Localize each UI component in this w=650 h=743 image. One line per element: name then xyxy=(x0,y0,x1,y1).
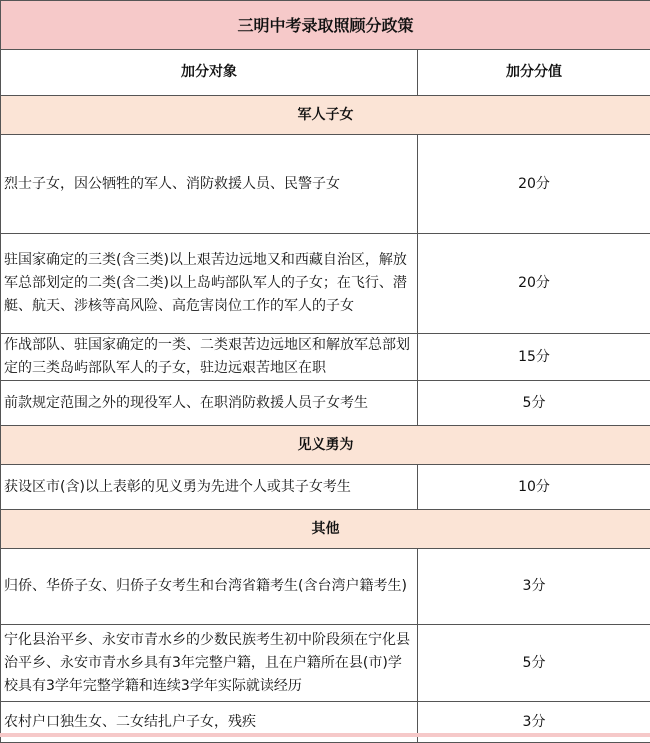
table-row xyxy=(1,234,650,334)
row-target: 前款规定范围之外的现役军人、在职消防救援人员子女考生 xyxy=(1,381,418,426)
title-row xyxy=(1,1,650,50)
section-row xyxy=(1,510,650,549)
row-points: 3分 xyxy=(418,549,650,625)
row-points: 10分 xyxy=(418,465,650,510)
header-row xyxy=(1,50,650,96)
table-row xyxy=(1,465,650,510)
header-target: 加分对象 xyxy=(1,50,418,96)
table-row xyxy=(1,625,650,702)
row-points: 20分 xyxy=(418,135,650,234)
row-points: 5分 xyxy=(418,381,650,426)
bottom-strip xyxy=(0,733,650,737)
section-row xyxy=(1,426,650,465)
row-points: 3分 xyxy=(418,702,650,743)
header-points: 加分分值 xyxy=(418,50,650,96)
table-row xyxy=(1,381,650,426)
section-title-bravery: 见义勇为 xyxy=(1,426,650,465)
row-target: 农村户口独生女、二女结扎户子女，残疾 xyxy=(1,702,418,743)
section-title-other: 其他 xyxy=(1,510,650,549)
table-title: 三明中考录取照顾分政策 xyxy=(1,1,650,50)
row-target: 驻国家确定的三类(含三类)以上艰苦边远地又和西藏自治区，解放军总部划定的二类(含二类)以上岛屿部队军人的子女；在飞行、潜艇、航天、涉核等高风险、高危害岗位工作的军人的子女 xyxy=(1,234,418,334)
section-row xyxy=(1,96,650,135)
section-title-military: 军人子女 xyxy=(1,96,650,135)
row-target: 归侨、华侨子女、归侨子女考生和台湾省籍考生(含台湾户籍考生) xyxy=(1,549,418,625)
table-row xyxy=(1,549,650,625)
row-points: 15分 xyxy=(418,334,650,381)
row-target: 烈士子女，因公牺牲的军人、消防救援人员、民警子女 xyxy=(1,135,418,234)
table-row xyxy=(1,135,650,234)
table-row xyxy=(1,334,650,381)
row-target: 宁化县治平乡、永安市青水乡的少数民族考生初中阶段须在宁化县治平乡、永安市青水乡具有3年完整户籍，且在户籍所在县(市)学校具有3学年完整学籍和连续3学年实际就读经历 xyxy=(1,625,418,702)
row-target: 作战部队、驻国家确定的一类、二类艰苦边远地区和解放军总部划定的三类岛屿部队军人的子女，驻边远艰苦地区在职 xyxy=(1,334,418,381)
row-points: 20分 xyxy=(418,234,650,334)
row-points: 5分 xyxy=(418,625,650,702)
row-target: 获设区市(含)以上表彰的见义勇为先进个人或其子女考生 xyxy=(1,465,418,510)
